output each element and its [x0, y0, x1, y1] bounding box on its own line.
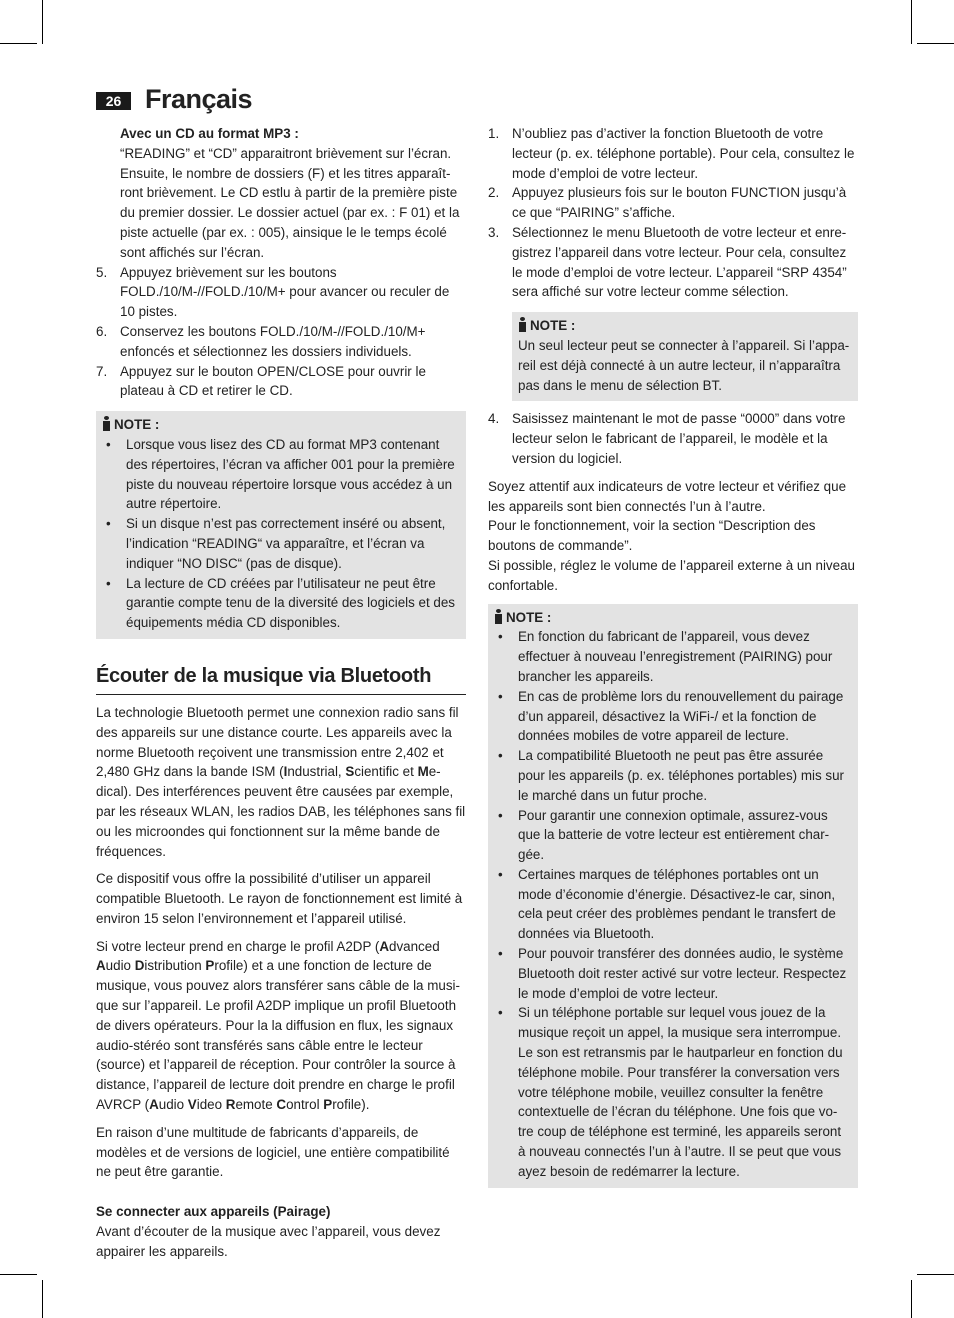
list-item [96, 322, 466, 362]
list-item: • Pour pouvoir transférer des données audio, le système Bluetooth doit rester activé sur votre lecteur. Respectez le mode d’emploi de votre lecteur. [494, 944, 852, 1003]
list-item: • En fonction du fabricant de l’appareil, vous devez effectuer à nouveau l’enregistrement (PAIRING) pour brancher les appareils. [494, 627, 852, 686]
steps-list [488, 124, 858, 302]
crop-mark [0, 1274, 37, 1275]
paragraph: Si possible, réglez le volume de l’appareil externe à un niveau confortable. [488, 557, 855, 593]
crop-mark [917, 43, 954, 44]
steps-list [96, 263, 466, 402]
page-title: Français [145, 84, 253, 114]
list-item [488, 223, 858, 302]
note-title: NOTE : [114, 417, 160, 433]
paragraph: Pour le fonctionnement, voir la section “Description des boutons de commande”. [488, 518, 816, 554]
list-item [488, 409, 858, 468]
note-list [102, 435, 460, 633]
step-number: 5. [96, 264, 108, 280]
info-icon [518, 317, 527, 332]
mp3-block [96, 124, 466, 263]
pairing-heading: Se connecter aux appareils (Pairage) [96, 1204, 331, 1220]
step-text: Appuyez sur le bouton OPEN/CLOSE pour ouvrir le plateau à CD et retirer le CD. [120, 363, 426, 399]
paragraph: Si votre lecteur prend en charge le profil A2DP (Advanced Audio Distribution Profile) et a une fonction de lecture de musique, vous pouvez alors transférer sans câble de la musi-que sur l’appareil. Le profil A2DP implique un profil Bluetooth de divers opérateurs. Pour la la diffusion en flux, les signaux audio-stéréo sont transférés sans câble entre le lecteur (source) et l’appareil de réception. Pour contrôler la source à distance, l’appareil de lecture doit prendre en charge le profil AVRCP (Audio Video Remote Control Profile). [96, 938, 460, 1113]
info-icon [102, 416, 111, 431]
list-item [488, 124, 858, 183]
crop-mark [42, 0, 43, 44]
section-title: Écouter de la musique via Bluetooth [96, 663, 466, 695]
crop-mark [911, 1280, 912, 1318]
list-item [96, 263, 466, 322]
list-item: • La compatibilité Bluetooth ne peut pas être assurée pour les appareils (p. ex. téléphones portables) mis sur le marché dans un futur proche. [494, 746, 852, 805]
note-header [102, 415, 460, 435]
note-wrapper [488, 312, 858, 401]
list-item: • Pour garantir une connexion optimale, assurez-vous que la batterie de votre lecteur est entièrement char-gée. [494, 806, 852, 865]
list-item: • Si un disque n’est pas correctement inséré ou absent, l’indication “READING“ va apparaître, et l’écran va indiquer “NO DISC“ (pas de disque). [102, 514, 460, 573]
page-number: 26 [96, 92, 131, 110]
paragraph: Avant d’écouter de la musique avec l’appareil, vous devez appairer les appareils. [96, 1224, 441, 1259]
paragraph: En raison d’une multitude de fabricants d’appareils, de modèles et de versions de logiciel, une entière compatibilité ne peut être garantie. [96, 1124, 450, 1180]
note-title: NOTE : [506, 609, 552, 625]
list-item: • Lorsque vous lisez des CD au format MP3 contenant des répertoires, l’écran va afficher 001 pour la première piste du nouveau répertoire lorsque vous accédez à un autre répertoire. [102, 435, 460, 514]
paragraph: La technologie Bluetooth permet une connexion radio sans fil des appareils sur une distance courte. Les appareils avec la norme Bluetooth reçoivent une transmission entre 2,402 et 2,480 GHz dans la bande ISM (Industrial, Scientific et Me-dical). Des interférences peuvent être causées par exemple, par les réseaux WLAN, les radios DAB, les téléphones sans fil ou les microondes qui fonctionnent sur la même bande de fréquences. [96, 704, 466, 859]
mp3-text: “READING” et “CD” apparaitront brièvement sur l’écran. Ensuite, le nombre de dossiers (F) et les titres apparaît-ront brièvement. Le CD estlu à partir de la première piste du premier dossier. Le dossier actuel (par ex. : F 01) et la piste actuelle (par ex. : 005), ainsique le le temps écolé sont affichés sur l’écran. [120, 145, 460, 260]
info-icon [494, 609, 503, 624]
right-column [488, 124, 858, 1188]
steps-list [488, 409, 858, 468]
crop-mark [0, 43, 37, 44]
crop-mark [42, 1280, 43, 1318]
step-number: 3. [488, 224, 500, 240]
note-header [494, 608, 852, 628]
step-number: 6. [96, 323, 108, 339]
left-column [96, 124, 466, 1262]
step-text: Appuyez brièvement sur les boutons FOLD./10/M-//FOLD./10/M+ pour avancer ou reculer de 10 pistes. [120, 264, 450, 320]
step-text: N’oubliez pas d’activer la fonction Bluetooth de votre lecteur (p. ex. téléphone portable). Pour cela, consultez le mode d’emploi de votre lecteur. [512, 126, 855, 181]
note-title: NOTE : [530, 318, 576, 334]
list-item: • Si un téléphone portable sur lequel vous jouez de la musique reçoit un appel, la musique sera interrompue. Le son est retransmis par le hautparleur en fonction du téléphone mobile. Pour transférer la conversation vers votre téléphone mobile, veuillez consulter la fenêtre contextuelle de l’écran du téléphone. Une fois que vo-tre coup de téléphone est terminé, les appareils seront à nouveau connectés l’un à l’autre. Il se peut que vous ayez besoin de redémarrer la lecture. [494, 1003, 852, 1181]
list-item: • La lecture de CD créées par l’utilisateur ne peut être garantie compte tenu de la diversité des logiciels et des équipements média CD disponibles. [102, 574, 460, 633]
list-item: • En cas de problème lors du renouvellement du pairage d’un appareil, désactivez la WiFi-/ et la fonction de données mobiles de votre appareil de lecture. [494, 687, 852, 746]
step-text: Sélectionnez le menu Bluetooth de votre lecteur et enre-gistrez l’appareil dans votre lecteur. Pour cela, consultez le mode d’emploi de votre lecteur. L’appareil “SRP 4354” sera affiché sur votre lecteur comme sélection. [512, 224, 847, 300]
list-item: • Certaines marques de téléphones portables ont un mode d’économie d’énergie. Désactivez-le car, sinon, cela peut créer des problèmes pendant le transfert de données via Bluetooth. [494, 865, 852, 944]
note-box [512, 312, 858, 401]
note-box [488, 604, 858, 1188]
note-text: Un seul lecteur peut se connecter à l’appareil. Si l’appa-reil est déjà connecté à un autre lecteur, il n’apparaîtra pas dans le menu de sélection BT. [518, 337, 850, 393]
paragraph: Soyez attentif aux indicateurs de votre lecteur et vérifiez que les appareils sont bien connectés l’un à l’autre. [488, 478, 847, 514]
list-item [96, 362, 466, 402]
crop-mark [911, 0, 912, 44]
step-number: 1. [488, 126, 500, 141]
step-text: Saisissez maintenant le mot de passe “0000” dans votre lecteur selon le fabricant de l’appareil, le modèle et la version du logiciel. [512, 411, 846, 466]
step-number: 7. [96, 363, 108, 379]
crop-mark [917, 1274, 954, 1275]
step-text: Conservez les boutons FOLD./10/M-//FOLD./10/M+ enfoncés et sélectionnez les dossiers individuels. [120, 323, 426, 359]
note-header [518, 316, 852, 336]
note-box [96, 411, 466, 639]
step-number: 2. [488, 185, 500, 201]
step-number: 4. [488, 411, 500, 427]
paragraph: Ce dispositif vous offre la possibilité d’utiliser un appareil compatible Bluetooth. Le rayon de fonctionnement est limité à environ 15 selon l’environnement et l’appareil utilisé. [96, 871, 463, 926]
note-list [494, 627, 852, 1181]
mp3-heading: Avec un CD au format MP3 : [120, 126, 299, 141]
list-item [488, 183, 858, 223]
step-text: Appuyez plusieurs fois sur le bouton FUNCTION jusqu’à ce que “PAIRING” s’affiche. [512, 185, 847, 221]
